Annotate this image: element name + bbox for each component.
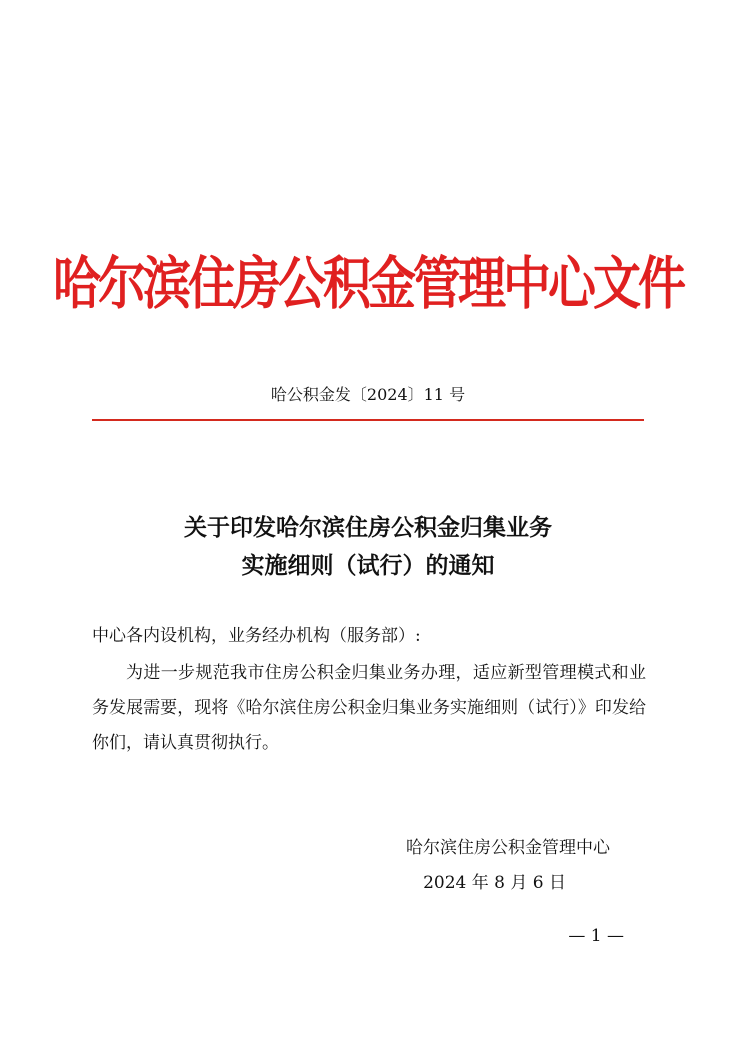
- body-paragraph: 为进一步规范我市住房公积金归集业务办理，适应新型管理模式和业务发展需要，现将《哈尔滨住房公积金归集业务实施细则（试行）》印发给你们，请认真贯彻执行。: [92, 663, 646, 753]
- salutation: 中心各内设机构，业务经办机构（服务部）:: [92, 626, 421, 646]
- document-number: 哈公积金发〔2024〕11 号: [270, 385, 466, 404]
- notice-title-line-1: 关于印发哈尔滨住房公积金归集业务: [184, 515, 552, 541]
- issue-date: 2024 年 8 月 6 日: [423, 873, 566, 893]
- page-number: — 1 —: [568, 926, 624, 946]
- notice-title-line-2: 实施细则（试行）的通知: [241, 553, 495, 579]
- document-header-title: 哈尔滨住房公积金管理中心文件: [52, 250, 683, 318]
- header-red-rule: [92, 419, 644, 421]
- issuer-name: 哈尔滨住房公积金管理中心: [406, 838, 610, 858]
